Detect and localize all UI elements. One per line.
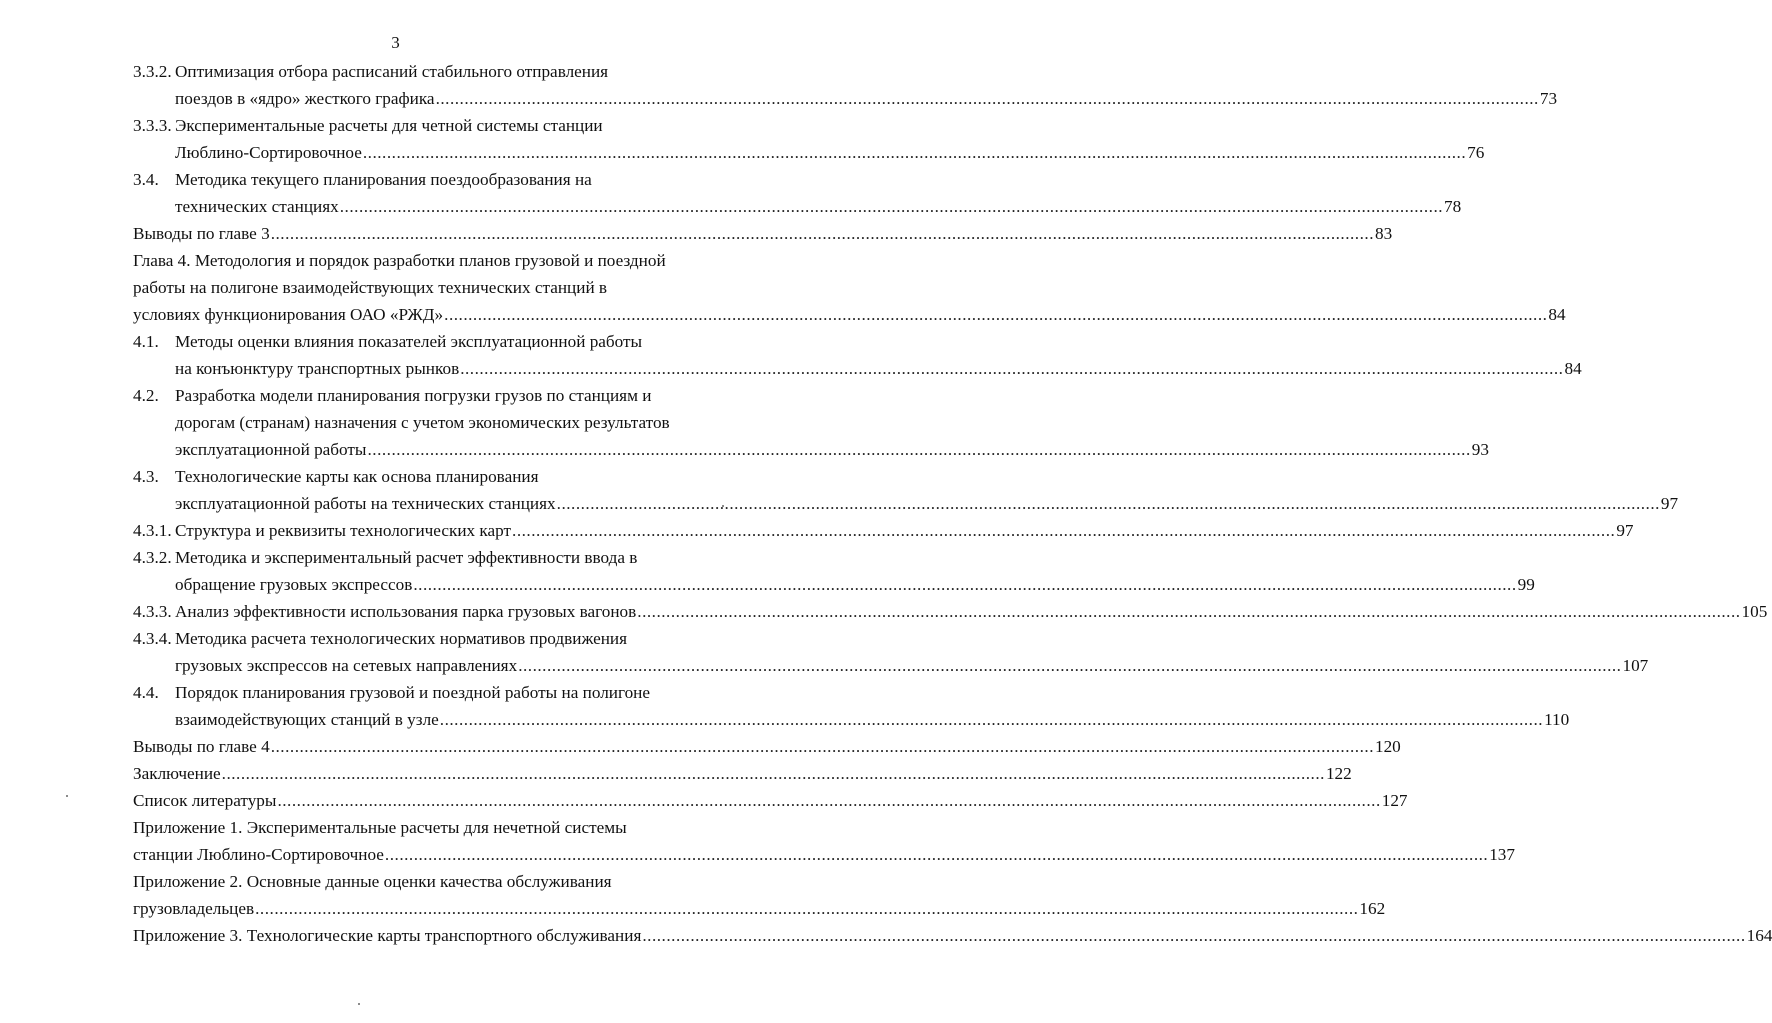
toc-entry-text: Приложение 1. Экспериментальные расчеты для нечетной системы <box>133 818 627 837</box>
toc-line <box>133 247 713 274</box>
toc-line <box>133 625 713 652</box>
page-ref: 137 <box>1489 845 1515 864</box>
toc-line <box>133 85 1558 112</box>
page-ref: 164 <box>1746 926 1772 945</box>
toc-line <box>133 706 1570 733</box>
toc-line <box>133 652 1649 679</box>
dot-leader <box>367 436 1470 463</box>
page-ref: 127 <box>1381 791 1408 810</box>
dot-leader <box>363 139 1466 166</box>
toc-line <box>133 166 713 193</box>
page-ref: 120 <box>1374 737 1401 756</box>
toc-entry-text: Структура и реквизиты технологических карт <box>175 521 512 540</box>
toc-entry-text: Методика расчета технологических нормативов продвижения <box>175 629 628 648</box>
toc-entry-text: Глава 4. Методология и порядок разработки планов грузовой и поездной <box>133 251 666 270</box>
page-ref: 97 <box>1660 494 1679 513</box>
page-ref: 97 <box>1616 521 1634 540</box>
dot-leader <box>255 895 1358 922</box>
page-ref: 99 <box>1517 575 1535 594</box>
toc-entry-text: Методы оценки влияния показателей эксплуатационной работы <box>175 332 643 351</box>
toc-line <box>133 544 713 571</box>
dot-leader <box>637 598 1740 625</box>
toc-entry-text: Методика и экспериментальный расчет эффективности ввода в <box>175 548 638 567</box>
toc-entry-text: Оптимизация отбора расписаний стабильного отправления <box>175 62 609 81</box>
scan-speck <box>722 505 724 507</box>
dot-leader <box>518 652 1621 679</box>
toc-entry-text: технических станциях <box>175 197 339 216</box>
toc-line <box>133 301 1566 328</box>
toc-entry-text: грузовладельцев <box>133 899 255 918</box>
toc-line <box>133 787 1408 814</box>
dot-leader <box>512 517 1615 544</box>
page-number: 3 <box>391 33 400 52</box>
page-ref: 73 <box>1539 89 1558 108</box>
page-ref: 83 <box>1374 224 1393 243</box>
toc-line <box>133 517 1634 544</box>
toc-line <box>133 355 1582 382</box>
toc-entry-text: взаимодействующих станций в узле <box>175 710 439 729</box>
toc-line <box>133 274 713 301</box>
toc-line <box>133 382 713 409</box>
toc-line <box>133 679 713 706</box>
page-ref: 105 <box>1741 602 1768 621</box>
page-ref: 84 <box>1548 305 1566 324</box>
dot-leader <box>436 85 1539 112</box>
toc-line <box>133 139 1485 166</box>
toc-line <box>133 193 1462 220</box>
page-ref: 162 <box>1359 899 1386 918</box>
page-ref: 122 <box>1325 764 1352 783</box>
toc-line <box>133 571 1535 598</box>
toc-entry-text: эксплуатационной работы на технических станциях <box>175 494 556 513</box>
toc-entry-text: обращение грузовых экспрессов <box>175 575 413 594</box>
dot-leader <box>271 220 1374 247</box>
toc-line <box>133 895 1386 922</box>
dot-leader <box>271 733 1374 760</box>
toc-entry-text: эксплуатационной работы <box>175 440 367 459</box>
section-number: 4.1. <box>133 332 159 351</box>
toc-entry-text: Список литературы <box>133 791 277 810</box>
toc-line <box>133 220 1393 247</box>
section-number: 4.3. <box>133 467 159 486</box>
toc-line <box>133 760 1352 787</box>
dot-leader <box>222 760 1325 787</box>
dot-leader <box>444 301 1547 328</box>
toc-line <box>133 922 1772 949</box>
page-ref: 107 <box>1622 656 1649 675</box>
table-of-contents <box>133 58 1772 949</box>
dot-leader <box>440 706 1543 733</box>
section-number: 4.3.3. <box>133 602 172 621</box>
page-ref: 78 <box>1444 197 1462 216</box>
toc-line <box>133 328 713 355</box>
toc-entry-text: Экспериментальные расчеты для четной системы станции <box>175 116 603 135</box>
scan-speck <box>358 1003 360 1005</box>
dot-leader <box>277 787 1380 814</box>
dot-leader <box>413 571 1516 598</box>
section-number: 4.4. <box>133 683 159 702</box>
page-ref: 84 <box>1564 359 1582 378</box>
section-number: 3.3.3. <box>133 116 172 135</box>
toc-entry-text: работы на полигоне взаимодействующих технических станций в <box>133 278 608 297</box>
toc-line <box>133 841 1515 868</box>
toc-entry-text: Технологические карты как основа планирования <box>175 467 539 486</box>
toc-entry-text: Выводы по главе 3 <box>133 224 270 243</box>
toc-entry-text: Люблино-Сортировочное <box>175 143 362 162</box>
dot-leader <box>642 922 1745 949</box>
section-number: 4.3.4. <box>133 629 172 648</box>
toc-line <box>133 814 713 841</box>
toc-entry-text: Приложение 2. Основные данные оценки качества обслуживания <box>133 872 612 891</box>
dot-leader <box>460 355 1563 382</box>
page-ref: 110 <box>1544 710 1570 729</box>
section-number: 4.3.2. <box>133 548 172 567</box>
toc-line <box>133 58 713 85</box>
toc-line <box>133 733 1401 760</box>
toc-line <box>133 463 713 490</box>
toc-line <box>133 490 1679 517</box>
toc-line <box>133 598 1768 625</box>
toc-entry-text: Выводы по главе 4 <box>133 737 270 756</box>
toc-entry-text: условиях функционирования ОАО «РЖД» <box>133 305 444 324</box>
toc-line <box>133 868 713 895</box>
toc-entry-text: дорогам (странам) назначения с учетом экономических результатов <box>175 413 670 432</box>
toc-entry-text: Методика текущего планирования поездообразования на <box>175 170 592 189</box>
toc-entry-text: Порядок планирования грузовой и поездной работы на полигоне <box>175 683 651 702</box>
section-number: 3.4. <box>133 170 159 189</box>
section-number: 4.2. <box>133 386 159 405</box>
toc-entry-text: грузовых экспрессов на сетевых направлениях <box>175 656 518 675</box>
toc-entry-text: Приложение 3. Технологические карты транспортного обслуживания <box>133 926 642 945</box>
page-ref: 76 <box>1467 143 1485 162</box>
toc-line <box>133 409 713 436</box>
toc-entry-text: Анализ эффективности использования парка грузовых вагонов <box>175 602 637 621</box>
section-number: 4.3.1. <box>133 521 172 540</box>
page-ref: 93 <box>1471 440 1489 459</box>
toc-entry-text: на конъюнктуру транспортных рынков <box>175 359 460 378</box>
toc-line <box>133 436 1489 463</box>
section-number: 3.3.2. <box>133 62 172 81</box>
toc-entry-text: Разработка модели планирования погрузки грузов по станциям и <box>175 386 652 405</box>
toc-entry-text: станции Люблино-Сортировочное <box>133 845 384 864</box>
dot-leader <box>557 490 1660 517</box>
toc-entry-text: поездов в «ядро» жесткого графика <box>175 89 435 108</box>
scan-speck <box>66 795 68 797</box>
toc-line <box>133 112 713 139</box>
toc-entry-text: Заключение <box>133 764 221 783</box>
dot-leader <box>385 841 1488 868</box>
dot-leader <box>340 193 1443 220</box>
